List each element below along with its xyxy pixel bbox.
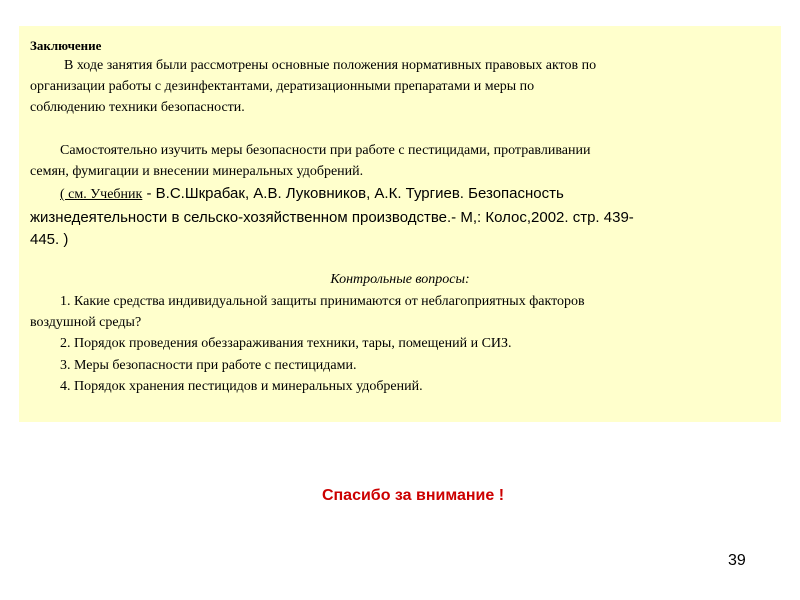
summary-line: В ходе занятия были рассмотрены основные положения нормативных правовых актов по	[64, 58, 597, 73]
reference-line	[60, 185, 564, 204]
question-item: 4. Порядок хранения пестицидов и минеральных удобрений.	[60, 379, 423, 394]
reference-line: жизнедеятельности в сельско-хозяйственном производстве.- М,: Колос,2002. стр. 439-	[30, 209, 634, 226]
question-item: 3. Меры безопасности при работе с пестицидами.	[60, 358, 357, 373]
questions-title: Контрольные вопросы:	[330, 272, 470, 287]
thanks-message: Спасибо за внимание !	[321, 487, 505, 504]
summary-line: соблюдению техники безопасности.	[30, 100, 245, 115]
self-study-line: семян, фумигации и внесении минеральных удобрений.	[30, 164, 364, 179]
reference-line: 445. )	[30, 231, 69, 248]
textbook-link[interactable]: ( см. Учебник	[60, 187, 143, 202]
slide-heading: Заключение	[30, 38, 102, 53]
question-item: 1. Какие средства индивидуальной защиты принимаются от неблагоприятных факторов	[60, 294, 585, 309]
question-item: воздушной среды?	[30, 315, 142, 330]
self-study-line: Самостоятельно изучить меры безопасности при работе с пестицидами, протравливании	[60, 143, 591, 158]
reference-authors: - В.С.Шкрабак, А.В. Луковников, А.К. Тургиев. Безопасность	[142, 185, 564, 202]
question-item: 2. Порядок проведения обеззараживания техники, тары, помещений и СИЗ.	[60, 336, 512, 351]
summary-line: организации работы с дезинфектантами, дератизационными препаратами и меры по	[30, 79, 535, 94]
page-number: 39	[728, 552, 746, 569]
